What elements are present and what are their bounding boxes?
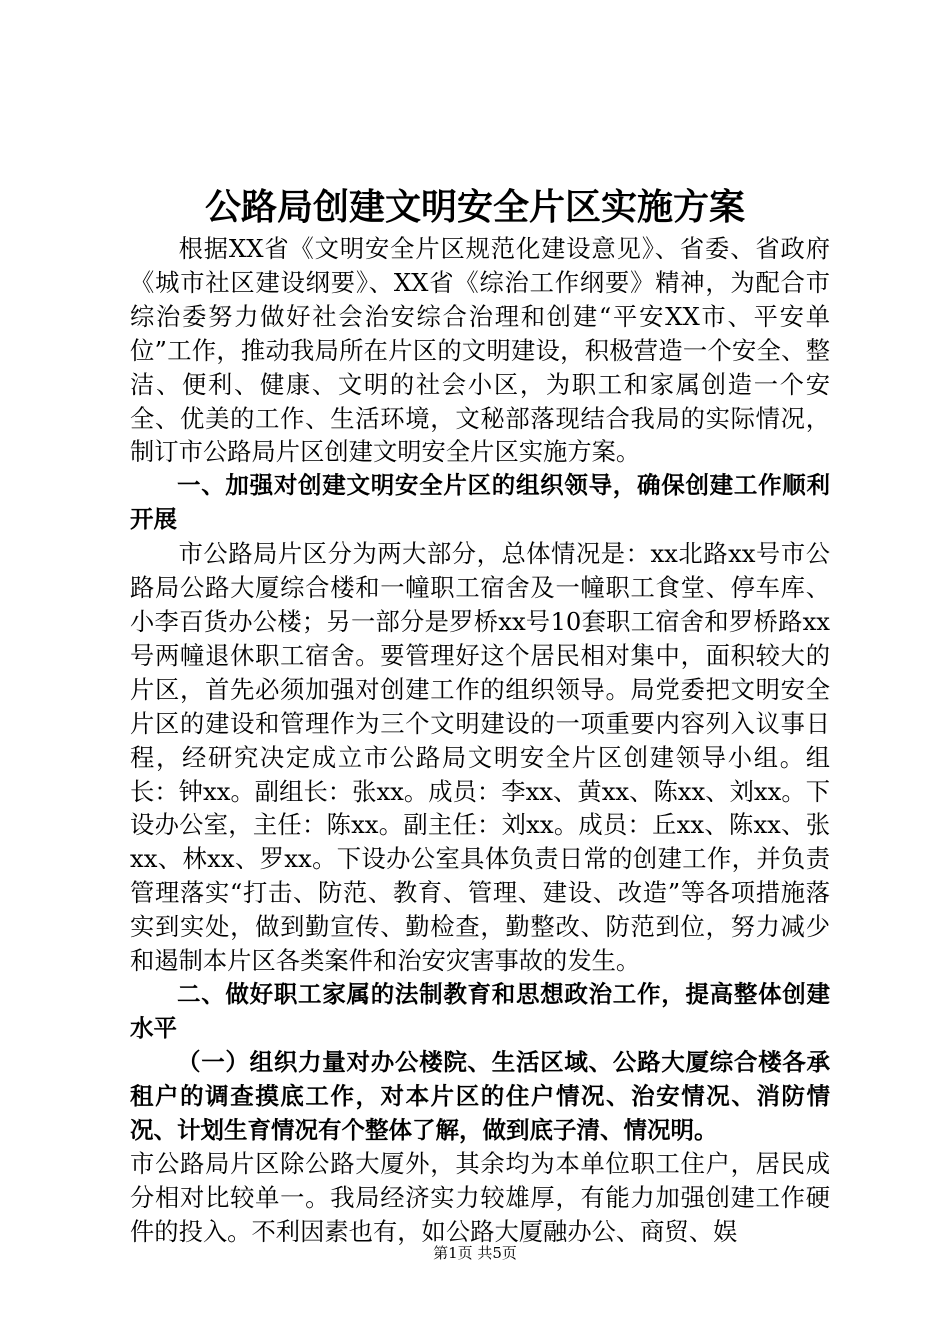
section-heading-1: 一、加强对创建文明安全片区的组织领导，确保创建工作顺利开展 [130,471,830,534]
document-body [130,232,830,1249]
subsection-1-paragraph: 市公路局片区除公路大厦外，其余均为本单位职工住户，居民成分相对比较单一。我局经济实力较雄厚，有能力加强创建工作硬件的投入。不利因素也有，如公路大厦融办公、商贸、娱 [130,1149,830,1247]
subsection-heading-1: （一）组织力量对办公楼院、生活区域、公路大厦综合楼各承租户的调查摸底工作，对本片区的住户情况、治安情况、消防情况、计划生育情况有个整体了解，做到底子清、情况明。 [130,1047,830,1144]
document-title: 公路局创建文明安全片区实施方案 [204,187,745,228]
section-heading-2: 二、做好职工家属的法制教育和思想政治工作，提高整体创建水平 [130,979,830,1042]
page-number-footer: 第1页 共5页 [433,1244,517,1262]
intro-paragraph: 根据XX省《文明安全片区规范化建设意见》、省委、省政府《城市社区建设纲要》、XX省《综治工作纲要》精神，为配合市综治委努力做好社会治安综合治理和创建“平安XX市、平安单位”工作，推动我局所在片区的文明建设，积极营造一个安全、整洁、便利、健康、文明的社会小区，为职工和家属创造一个安全、优美的工作、生活环境，文秘部落现结合我局的实际情况，制订市公路局片区创建文明安全片区实施方案。 [130,234,830,467]
section-1-paragraph: 市公路局片区分为两大部分，总体情况是：xx北路xx号市公路局公路大厦综合楼和一幢职工宿舍及一幢职工食堂、停车库、小李百货办公楼；另一部分是罗桥xx号10套职工宿舍和罗桥路xx号两幢退休职工宿舍。要管理好这个居民相对集中，面积较大的片区，首先必须加强对创建工作的组织领导。局党委把文明安全片区的建设和管理作为三个文明建设的一项重要内容列入议事日程，经研究决定成立市公路局文明安全片区创建领导小组。组长：钟xx。副组长：张xx。成员：李xx、黄xx、陈xx、刘xx。下设办公室，主任：陈xx。副主任：刘xx。成员：丘xx、陈xx、张xx、林xx、罗xx。下设办公室具体负责日常的创建工作，并负责管理落实“打击、防范、教育、管理、建设、改造”等各项措施落实到实处，做到勤宣传、勤检查，勤整改、防范到位，努力减少和遏制本片区各类案件和治安灾害事故的发生。 [130,539,830,976]
